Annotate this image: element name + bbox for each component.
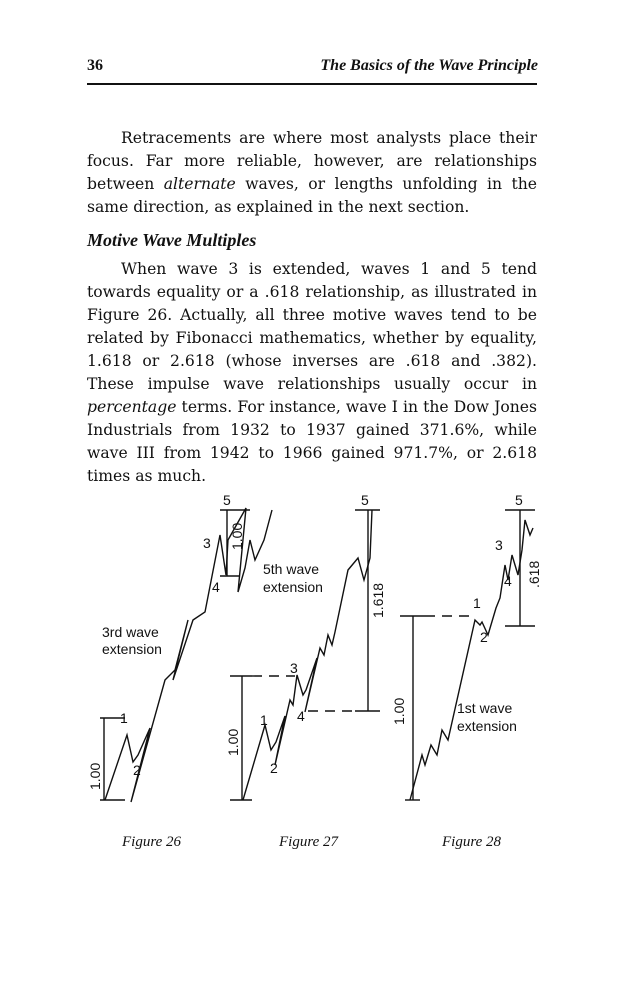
- fig26-wave-2-label: 2: [133, 762, 141, 778]
- fig27-wave-path: [243, 510, 372, 800]
- figure-28-diagram: [400, 510, 535, 800]
- fig28-ratio-wave1-label: 1.00: [391, 697, 407, 725]
- fig28-wave-2-label: 2: [480, 629, 488, 645]
- para1-text-b: waves, or lengths unfolding in the same direction, as explained in the next section.: [87, 175, 537, 216]
- para2-emphasis: percentage: [87, 398, 177, 416]
- para2-text-a: When wave 3 is extended, waves 1 and 5 tend towards equality or a .618 relationship, as illustrated in Figure 26. Actually, all three motive waves tend to be related by Fibonacci mathematics, whether by equality, 1.618 or 2.618 (whose inverses are .618 and .382). These impulse wave relationships usually occur in: [87, 260, 537, 393]
- wave-figures-diagram: [80, 480, 560, 820]
- running-head: The Basics of the Wave Principle: [320, 57, 538, 74]
- fig27-wave-2-label: 2: [270, 760, 278, 776]
- fig28-wave-path: [410, 520, 533, 800]
- paragraph-motive-multiples: [87, 258, 537, 488]
- fig26-wave-4-label: 4: [212, 579, 220, 595]
- page-number: 36: [87, 57, 103, 74]
- fig27-ratio-base-label: 1.00: [225, 728, 241, 756]
- fig28-extension-label-line2: extension: [457, 718, 517, 734]
- fig27-ratio-wave5-label: 1.618: [370, 582, 386, 618]
- fig28-extension-label-line1: 1st wave: [457, 700, 513, 716]
- para1-emphasis: alternate: [163, 175, 236, 193]
- fig26-ratio-wave1-label: 1.00: [87, 762, 103, 790]
- para1-text-a: Retracements are where most analysts place their focus. Far more reliable, however, are relationships between: [87, 129, 537, 193]
- figure-28-caption: Figure 28: [442, 834, 502, 850]
- figure-27-diagram: [230, 510, 380, 800]
- para2-text-b: terms. For instance, wave I in the Dow Jones Industrials from 1932 to 1937 gained 371.6%, while wave III from 1942 to 1966 gained 971.7%, or 2.618 times as much.: [87, 398, 537, 485]
- figure-26-caption: Figure 26: [122, 834, 182, 850]
- fig28-ratio-top-label: .618: [526, 560, 542, 588]
- fig28-wave-4-label: 4: [504, 573, 512, 589]
- fig28-wave-3-label: 3: [495, 537, 503, 553]
- fig27-extension-label-line2: extension: [263, 579, 323, 595]
- paragraph-retracements: [87, 127, 537, 219]
- fig27-wave-4-label: 4: [297, 708, 305, 724]
- fig27-wave-1-label: 1: [260, 712, 268, 728]
- fig26-ratio-wave5-label: 1.00: [229, 522, 245, 550]
- fig26-wave-5-label: 5: [223, 492, 231, 508]
- fig28-wave-1-label: 1: [473, 595, 481, 611]
- fig26-wave-3-label: 3: [203, 535, 211, 551]
- fig26-wave-1-label: 1: [120, 710, 128, 726]
- fig26-extension-label-line1: 3rd wave: [102, 624, 159, 640]
- figure-27-caption: Figure 27: [279, 834, 339, 850]
- fig26-extension-label-line2: extension: [102, 641, 162, 657]
- fig27-wave-5-label: 5: [361, 492, 369, 508]
- fig28-wave-5-label: 5: [515, 492, 523, 508]
- section-heading: Motive Wave Multiples: [87, 230, 257, 250]
- header-rule: [87, 83, 537, 85]
- fig27-wave-3-label: 3: [290, 660, 298, 676]
- fig27-extension-label-line1: 5th wave: [263, 561, 320, 577]
